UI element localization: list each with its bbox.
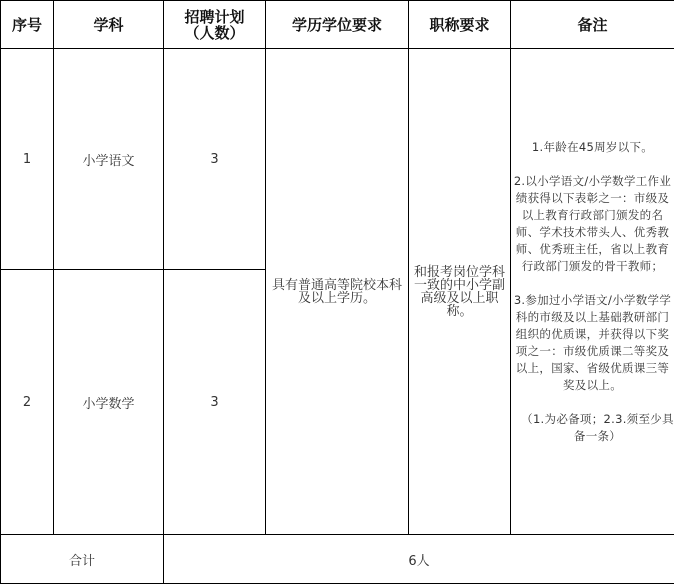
remark-item: 1.年龄在45周岁以下。 bbox=[511, 139, 674, 156]
header-index: 序号 bbox=[1, 1, 54, 49]
footer-total: 6人 bbox=[164, 535, 674, 584]
remark-note: （1.为必备项；2.3.须至少具备一条） bbox=[511, 411, 674, 445]
row-count: 3 bbox=[164, 49, 266, 270]
row-subject: 小学数学 bbox=[54, 270, 164, 535]
remark-item: 2.以小学语文/小学数学工作业绩获得以下表彰之一：市级及以上教育行政部门颁发的名师、学术技术带头人、优秀教师、优秀班主任，省以上教育行政部门颁发的骨干教师； bbox=[511, 173, 674, 275]
header-title: 职称要求 bbox=[409, 1, 511, 49]
row-index: 2 bbox=[1, 270, 54, 535]
remarks-cell bbox=[511, 49, 674, 535]
education-requirement: 具有普通高等院校本科及以上学历。 bbox=[266, 49, 409, 535]
header-plan-line2: （人数） bbox=[164, 25, 265, 41]
header-plan-line1: 招聘计划 bbox=[164, 9, 265, 25]
table-row bbox=[1, 49, 674, 270]
footer-row bbox=[1, 535, 674, 584]
footer-label: 合计 bbox=[1, 535, 164, 584]
title-requirement: 和报考岗位学科一致的中小学副高级及以上职称。 bbox=[409, 49, 511, 535]
row-index: 1 bbox=[1, 49, 54, 270]
header-recruitment-plan bbox=[164, 1, 266, 49]
remark-item: 3.参加过小学语文/小学数学学科的市级及以上基础教研部门组织的优质课，并获得以下奖项之一：市级优质课二等奖及以上，国家、省级优质课三等奖及以上。 bbox=[511, 292, 674, 394]
header-education: 学历学位要求 bbox=[266, 1, 409, 49]
row-subject: 小学语文 bbox=[54, 49, 164, 270]
header-subject: 学科 bbox=[54, 1, 164, 49]
row-count: 3 bbox=[164, 270, 266, 535]
header-row bbox=[1, 1, 674, 49]
header-remarks: 备注 bbox=[511, 1, 674, 49]
